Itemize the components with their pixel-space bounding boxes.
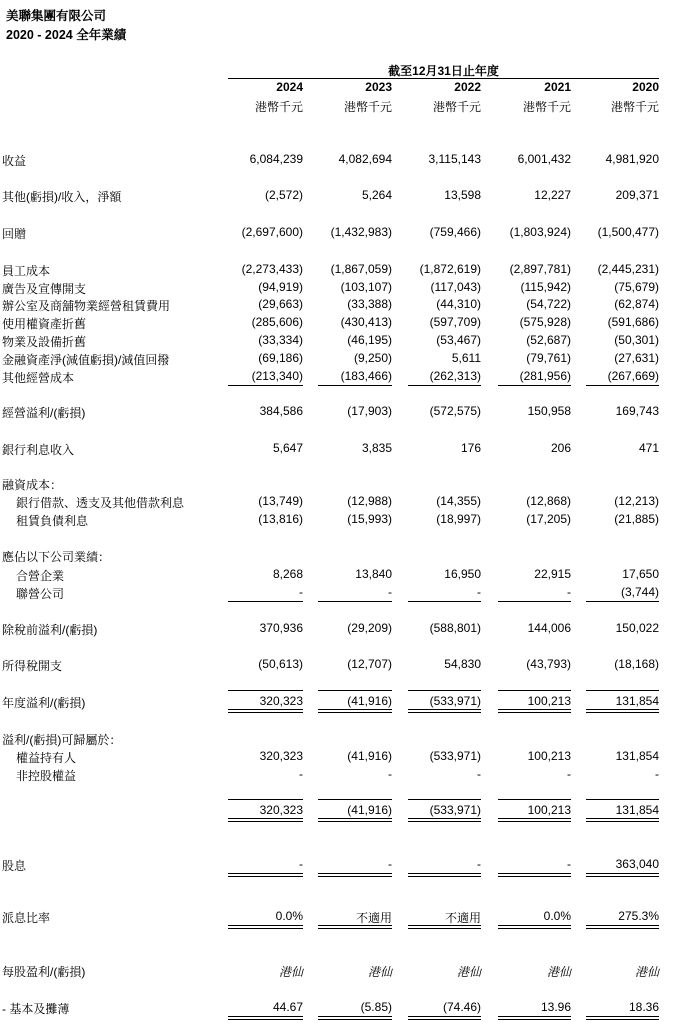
double-underline [408,712,481,713]
double-underline [228,876,303,877]
cell-value: 港仙 [634,965,659,979]
double-underline [228,925,303,926]
cell-value: (1,803,924) [509,225,571,239]
cell-value: 275.3% [618,909,659,923]
double-underline [318,821,392,822]
double-underline [228,818,303,819]
cell-value: 320,323 [259,803,303,817]
cell-value: (213,340) [251,369,303,383]
cell-value: - [477,857,481,871]
cell-value: 5,264 [361,188,392,202]
row-label: 銀行利息收入 [2,443,75,457]
cell-value: 131,854 [615,749,659,763]
year-header: 2020 [632,80,659,94]
subtotal-line [228,799,303,800]
row-label: 融資成本： [2,478,63,492]
double-underline [498,712,571,713]
cell-value: (33,334) [258,333,303,347]
header-divider [228,78,659,79]
cell-value: (13,816) [258,512,303,526]
double-underline [318,876,392,877]
double-underline [586,928,659,929]
row-label: 每股盈利/(虧損) [2,965,86,979]
row-label: 收益 [2,154,27,168]
subtotal-line [408,799,481,800]
double-underline [228,712,303,713]
cell-value: 4,082,694 [338,152,392,166]
cell-value: 港仙 [367,965,392,979]
double-underline [318,709,392,710]
cell-value: 13,598 [444,188,481,202]
double-underline [408,1019,481,1020]
cell-value: (285,606) [251,315,303,329]
double-underline [318,925,392,926]
double-underline [318,712,392,713]
double-underline [586,709,659,710]
row-label: 廣告及宣傳開支 [2,282,87,296]
row-label: 聯營公司 [16,587,65,601]
cell-value: (54,722) [526,297,571,311]
row-label: 所得稅開支 [2,659,63,673]
cell-value: 131,854 [615,694,659,708]
cell-value: 370,936 [259,621,303,635]
row-label: 權益持有人 [16,751,77,765]
cell-value: (53,467) [436,333,481,347]
cell-value: (103,107) [340,280,392,294]
row-label: 經營溢利/(虧損) [2,406,86,420]
report-subtitle: 2020 - 2024 全年業績 [6,28,127,42]
double-underline [408,1016,481,1017]
cell-value: 100,213 [527,749,571,763]
cell-value: (5.85) [360,1000,392,1014]
cell-value: 3,835 [361,441,392,455]
cell-value: 22,915 [534,567,571,581]
row-label: 租賃負債利息 [16,514,89,528]
row-label: 合營企業 [16,569,65,583]
cell-value: (115,942) [520,280,571,294]
double-underline [498,925,571,926]
cell-value: (12,868) [526,494,571,508]
cell-value: 144,006 [527,621,571,635]
cell-value: 206 [550,441,571,455]
cell-value: (3,744) [620,585,659,599]
cell-value: 港仙 [546,965,571,979]
subtotal-line [408,385,481,386]
cell-value: 8,268 [272,567,303,581]
cell-value: 150,958 [527,404,571,418]
cell-value: 不適用 [444,911,481,925]
double-underline [586,818,659,819]
cell-value: (17,205) [526,512,571,526]
cell-value: (41,916) [347,694,392,708]
double-underline [228,1016,303,1017]
subtotal-line [228,601,303,602]
double-underline [228,928,303,929]
double-underline [318,1019,392,1020]
cell-value: (2,897,781) [509,262,571,276]
cell-value: 100,213 [527,694,571,708]
cell-value: (588,801) [429,621,481,635]
double-underline [586,876,659,877]
year-header: 2021 [544,80,571,94]
cell-value: 3,115,143 [428,152,481,166]
cell-value: (2,572) [264,188,303,202]
row-label: 年度溢利/(虧損) [2,696,86,710]
row-label: 溢利/(虧損)可歸屬於： [2,733,122,747]
cell-value: 471 [638,441,659,455]
cell-value: - [477,767,481,781]
cell-value: 150,022 [615,621,659,635]
cell-value: (281,956) [519,369,571,383]
subtotal-line [228,385,303,386]
cell-value: (94,919) [258,280,303,294]
cell-value: (575,928) [519,315,571,329]
cell-value: - [299,857,303,871]
cell-value: - [567,767,571,781]
cell-value: (17,903) [347,404,392,418]
row-label: 股息 [2,859,27,873]
double-underline [498,818,571,819]
cell-value: (62,874) [614,297,659,311]
row-label: 除稅前溢利/(虧損) [2,623,98,637]
cell-value: (27,631) [614,351,659,365]
double-underline [586,821,659,822]
cell-value: (50,613) [258,657,303,671]
cell-value: 18.36 [628,1000,659,1014]
subtotal-line [586,690,659,691]
row-label: 銀行借款、透支及其他借款利息 [16,496,185,510]
double-underline [586,1019,659,1020]
double-underline [408,876,481,877]
cell-value: 港仙 [278,965,303,979]
unit-header: 港幣千元 [610,100,659,114]
cell-value: (75,679) [614,280,659,294]
row-label: 應佔以下公司業績： [2,550,111,564]
cell-value: (533,971) [429,803,481,817]
cell-value: 17,650 [622,567,659,581]
company-name: 美聯集團有限公司 [6,9,107,23]
double-underline [318,1016,392,1017]
cell-value: (46,195) [347,333,392,347]
cell-value: (533,971) [429,749,481,763]
cell-value: (533,971) [429,694,481,708]
cell-value: (18,168) [614,657,659,671]
row-label: 非控股權益 [16,769,77,783]
subtotal-line [586,385,659,386]
row-label: 其他(虧損)/收入，淨額 [2,190,122,204]
row-label: 其他經營成本 [2,371,75,385]
cell-value: (9,250) [353,351,392,365]
double-underline [408,821,481,822]
cell-value: (29,663) [258,297,303,311]
double-underline [586,712,659,713]
cell-value: 不適用 [355,911,392,925]
subtotal-line [498,690,571,691]
double-underline [318,928,392,929]
cell-value: - [299,585,303,599]
cell-value: 6,084,239 [249,152,303,166]
cell-value: (50,301) [614,333,659,347]
cell-value: (14,355) [436,494,481,508]
cell-value: (12,213) [614,494,659,508]
cell-value: (2,273,433) [241,262,303,276]
cell-value: (572,575) [429,404,481,418]
double-underline [228,709,303,710]
year-header: 2024 [276,80,303,94]
cell-value: (18,997) [436,512,481,526]
unit-header: 港幣千元 [343,100,392,114]
cell-value: (267,669) [607,369,659,383]
cell-value: 13,840 [355,567,392,581]
cell-value: (43,793) [526,657,571,671]
row-label: 使用權資產折舊 [2,317,87,331]
cell-value: (183,466) [340,369,392,383]
subtotal-line [318,799,392,800]
cell-value: (2,445,231) [597,262,659,276]
unit-header: 港幣千元 [522,100,571,114]
cell-value: (1,432,983) [330,225,392,239]
cell-value: (52,687) [526,333,571,347]
double-underline [228,1019,303,1020]
subtotal-line [318,385,392,386]
cell-value: (1,872,619) [419,262,481,276]
double-underline [408,873,481,874]
row-label: 員工成本 [2,264,51,278]
cell-value: 4,981,920 [605,152,659,166]
cell-value: (591,686) [607,315,659,329]
cell-value: (41,916) [347,803,392,817]
cell-value: - [477,585,481,599]
cell-value: 320,323 [259,694,303,708]
cell-value: (2,697,600) [241,225,303,239]
cell-value: (1,500,477) [597,225,659,239]
cell-value: (1,867,059) [330,262,392,276]
cell-value: (69,186) [258,351,303,365]
cell-value: 13.96 [540,1000,571,1014]
cell-value: - [655,767,659,781]
row-label: 回贈 [2,227,27,241]
cell-value: - [567,585,571,599]
cell-value: (44,310) [436,297,481,311]
double-underline [498,876,571,877]
subtotal-line [498,385,571,386]
double-underline [408,818,481,819]
cell-value: 44.67 [272,1000,303,1014]
year-header: 2023 [365,80,392,94]
double-underline [586,873,659,874]
cell-value: (29,209) [347,621,392,635]
unit-header: 港幣千元 [432,100,481,114]
cell-value: - [388,767,392,781]
double-underline [498,873,571,874]
cell-value: 0.0% [543,909,571,923]
cell-value: (597,709) [429,315,481,329]
cell-value: 320,323 [259,749,303,763]
row-label: 辦公室及商舖物業經營租賃費用 [2,299,171,313]
subtotal-line [228,690,303,691]
row-label: 物業及設備折舊 [2,335,87,349]
double-underline [498,928,571,929]
cell-value: 0.0% [275,909,303,923]
subtotal-line [408,690,481,691]
cell-value: 5,611 [451,351,481,365]
cell-value: - [388,857,392,871]
cell-value: 131,854 [615,803,659,817]
cell-value: (79,761) [526,351,571,365]
row-label: 金融資產淨(減值虧損)/減值回撥 [2,353,170,367]
row-label: 派息比率 [2,911,51,925]
period-header: 截至12月31日止年度 [388,64,499,78]
cell-value: 100,213 [527,803,571,817]
cell-value: 港仙 [456,965,481,979]
unit-header: 港幣千元 [254,100,303,114]
double-underline [586,1016,659,1017]
cell-value: (33,388) [347,297,392,311]
cell-value: 6,001,432 [517,152,571,166]
double-underline [408,928,481,929]
double-underline [498,1016,571,1017]
double-underline [498,821,571,822]
subtotal-line [586,601,659,602]
cell-value: (15,993) [347,512,392,526]
cell-value: (21,885) [614,512,659,526]
cell-value: 384,586 [259,404,303,418]
double-underline [586,925,659,926]
row-label: - 基本及攤薄 [2,1002,70,1016]
subtotal-line [318,601,392,602]
double-underline [408,925,481,926]
double-underline [408,709,481,710]
cell-value: - [388,585,392,599]
cell-value: (262,313) [429,369,481,383]
double-underline [228,821,303,822]
cell-value: 363,040 [615,857,659,871]
cell-value: 12,227 [534,188,571,202]
double-underline [318,873,392,874]
double-underline [498,1019,571,1020]
cell-value: - [299,767,303,781]
cell-value: 16,950 [444,567,481,581]
subtotal-line [498,799,571,800]
double-underline [228,873,303,874]
double-underline [318,818,392,819]
cell-value: (117,043) [430,280,481,294]
cell-value: 169,743 [615,404,659,418]
cell-value: 176 [460,441,481,455]
subtotal-line [498,601,571,602]
cell-value: - [567,857,571,871]
cell-value: (12,707) [347,657,392,671]
subtotal-line [586,799,659,800]
double-underline [498,709,571,710]
cell-value: 5,647 [272,441,303,455]
cell-value: (13,749) [258,494,303,508]
cell-value: (74.46) [442,1000,481,1014]
cell-value: 54,830 [444,657,481,671]
cell-value: (12,988) [347,494,392,508]
cell-value: (759,466) [429,225,481,239]
cell-value: (41,916) [347,749,392,763]
cell-value: (430,413) [340,315,392,329]
subtotal-line [408,601,481,602]
year-header: 2022 [454,80,481,94]
subtotal-line [318,690,392,691]
cell-value: 209,371 [615,188,659,202]
